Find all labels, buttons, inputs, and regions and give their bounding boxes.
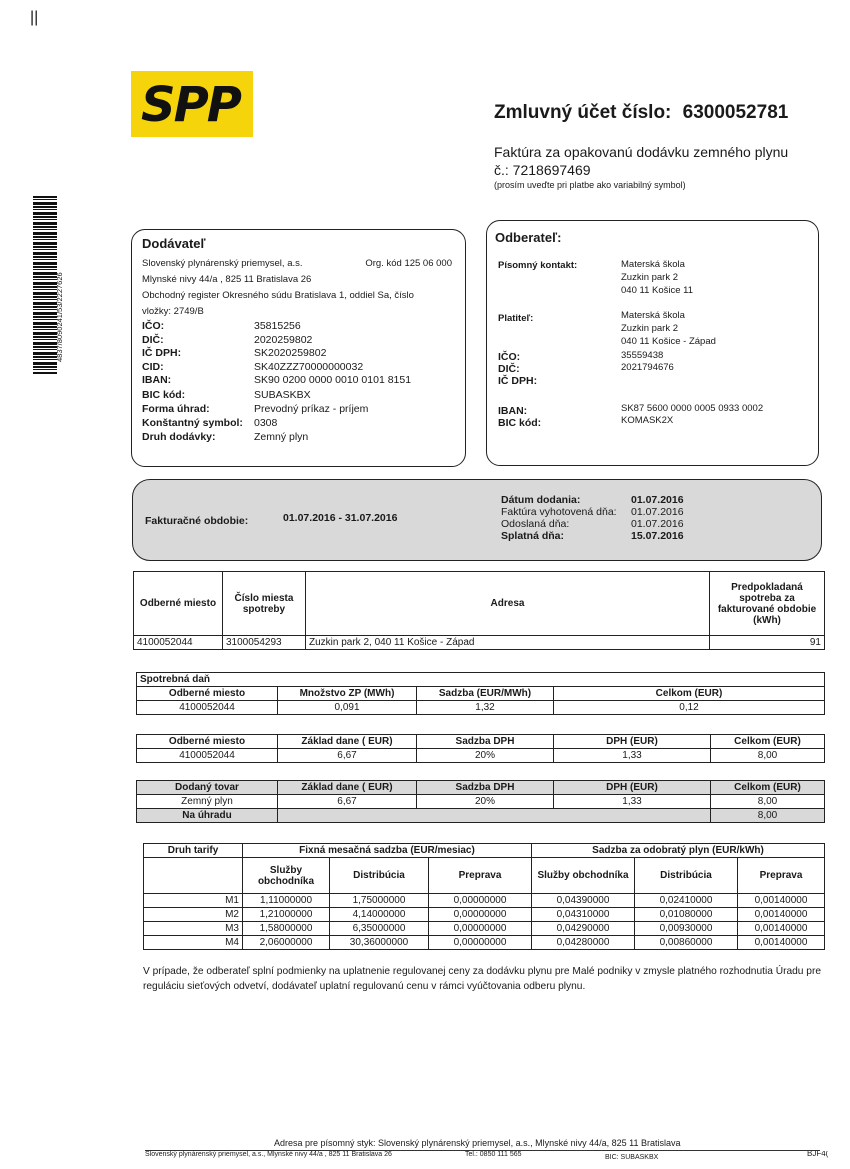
supplier-details [142, 320, 411, 445]
supplier-row: IČ DPH: SK2020259802 [142, 347, 327, 359]
table-cell: Zuzkin park 2, 040 11 Košice - Západ [306, 636, 710, 650]
invoice-note: (prosím uveďte pri platbe ako variabilný symbol) [494, 180, 686, 190]
goods-table: Dodaný tovar Základ dane ( EUR) Sadzba DPH DPH (EUR) Celkom (EUR) Zemný plyn 6,67 20% 1,33 8,00 Na úhradu 8,00 [136, 780, 825, 823]
logo-text: SPP [141, 77, 240, 133]
supplier-name: Slovenský plynárenský priemysel, a.s. [142, 258, 303, 269]
period-box [132, 479, 822, 561]
supplier-row: Forma úhrad: Prevodný príkaz - príjem [142, 403, 369, 415]
supplier-register: Obchodný register Okresného súdu Bratislava 1, oddiel Sa, číslo [142, 290, 414, 301]
account-heading [494, 102, 788, 124]
customer-box [486, 220, 819, 466]
excise-title: Spotrebná daň [137, 673, 825, 687]
total-label: Na úhradu [137, 809, 278, 823]
supplier-row: IČO: 35815256 [142, 320, 301, 332]
tariffs-table: Druh tarify Fixná mesačná sadzba (EUR/mesiac) Sadzba za odobratý plyn (EUR/kWh) Služby obchodníka Distribúcia Preprava Služby obchodníka Distribúcia Preprava M1 1,11000000 1,75000000 0,00000000 0,04390000 0,02410000 0,00140000 M2 1,21000000 4,14000000 0,00000000 0,04310000 0,01080000 0,00140000 M3 1,58000000 6,35000000 0,00000000 0,04290000 0,00930000 0,00140000 M4 2,06000000 30,36000000 0,00000000 0,04280000 0,00860000 0,00140000 [143, 843, 825, 950]
supplier-row: IBAN: SK90 0200 0000 0010 0101 8151 [142, 374, 412, 386]
supplier-row: BIC kód: SUBASKBX [142, 389, 311, 401]
supplier-register-insert: vložky: 2749/B [142, 306, 204, 317]
customer-id-labels: IČO: DIČ: IČ DPH: [498, 351, 538, 387]
barcode [33, 196, 57, 374]
customer-id-values: 35559438 2021794676 [621, 350, 674, 373]
barcode-text: 4837/8090241/53/2227626 [55, 272, 64, 362]
table-cell: 91 [710, 636, 825, 650]
table-cell: 3100054293 [223, 636, 306, 650]
contact-label: Písomný kontakt: [498, 260, 578, 271]
supplier-row: Konštantný symbol: 0308 [142, 417, 278, 429]
vat-site-table: Odberné miesto Základ dane ( EUR) Sadzba DPH DPH (EUR) Celkom (EUR) 4100052044 6,67 20% 1,33 8,00 [136, 734, 825, 763]
payer-address: Materská škola Zuzkin park 2 040 11 Košice - Západ [621, 310, 716, 347]
consumption-table: Odberné miesto Číslo miesta spotreby Adresa Predpokladaná spotreba za fakturované obdobie (kWh) 4100052044 3100054293 Zuzkin park 2, 040 11 Košice - Západ 91 [133, 571, 825, 650]
invoice-title [494, 143, 788, 179]
supplier-org-code: Org. kód 125 06 000 [365, 258, 452, 269]
spp-logo [131, 71, 253, 137]
supplier-row: CID: SK40ZZZ70000000032 [142, 360, 364, 373]
supplier-title: Dodávateľ [142, 236, 206, 251]
supplier-row: Druh dodávky: Zemný plyn [142, 431, 309, 443]
total-value: 8,00 [711, 809, 825, 823]
period-value: 01.07.2016 - 31.07.2016 [283, 512, 398, 524]
supplier-box [131, 229, 466, 467]
customer-bank-values: SK87 5600 0000 0005 0933 0002 KOMASK2X [621, 403, 764, 426]
period-dates: Dátum dodania: 01.07.2016 Faktúra vyhotovená dňa: 01.07.2016 Odoslaná dňa: 01.07.2016 Splatná dňa: 15.07.2016 [501, 494, 684, 542]
supplier-address: Mlynské nivy 44/a , 825 11 Bratislava 26 [142, 274, 312, 285]
corner-mark: || [30, 9, 39, 26]
footer-line: Slovenský plynárenský priemysel, a.s., Mlynské nivy 44/a , 825 11 Bratislava 26 Tel.: 0850 111 565 BIC: SUBASKBX BJF4( [145, 1151, 829, 1161]
period-label: Fakturačné obdobie: [145, 515, 249, 527]
payer-label: Platiteľ: [498, 313, 534, 324]
customer-title: Odberateľ: [495, 230, 562, 245]
table-cell: 4100052044 [134, 636, 223, 650]
excise-table: Spotrebná daň Odberné miesto Množstvo ZP (MWh) Sadzba (EUR/MWh) Celkom (EUR) 4100052044 0,091 1,32 0,12 [136, 672, 825, 715]
contact-address: Materská škola Zuzkin park 2 040 11 Košice 11 [621, 259, 694, 296]
account-label: Zmluvný účet číslo: [494, 102, 672, 123]
invoice-number: č.: 7218697469 [494, 162, 591, 178]
regulation-note: V prípade, že odberateľ splní podmienky na uplatnenie regulovanej ceny za dodávku plynu pre Malé podniky v zmysle platného rozhodnutia Úradu pre reguláciu sieťových odvetví, dodávateľ uplatní regulovanú cenu v rámci vyúčtovania odberu plynu. [143, 966, 822, 992]
invoice-line1: Faktúra za opakovanú dodávku zemného plynu [494, 144, 789, 160]
supplier-info [142, 257, 462, 318]
footer-address: Adresa pre písomný styk: Slovenský plynárenský priemysel, a.s., Mlynské nivy 44/a, 825 11 Bratislava [274, 1138, 681, 1148]
supplier-row: DIČ: 2020259802 [142, 333, 313, 346]
account-number: 6300052781 [682, 102, 789, 123]
customer-bank-labels: IBAN: BIC kód: [498, 405, 542, 429]
